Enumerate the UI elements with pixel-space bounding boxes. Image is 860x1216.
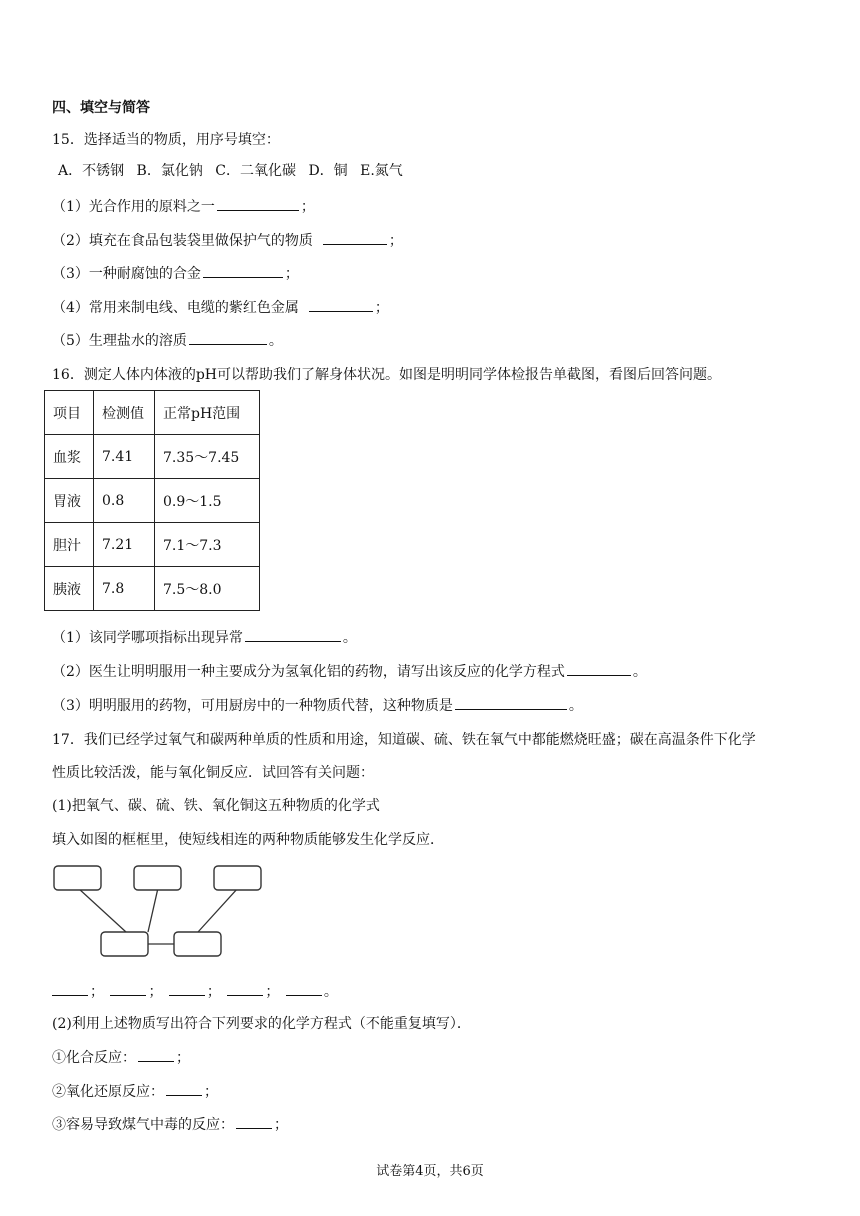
table-header-cell: 正常pH范围 xyxy=(155,391,260,435)
separator: ； xyxy=(90,984,104,1000)
page-footer: 试卷第4页，共6页 xyxy=(376,1164,484,1179)
q17-part1-line1: (1)把氧气、碳、硫、铁、氧化铜这五种物质的化学式 xyxy=(52,798,380,814)
table-row xyxy=(45,435,260,479)
q17-part2: (2)利用上述物质写出符合下列要求的化学方程式（不能重复填写）． xyxy=(52,1016,471,1032)
q15-stem: 15．选择适当的物质，用序号填空： xyxy=(52,132,280,148)
q17-sub-3-end: ； xyxy=(274,1117,288,1133)
q15-item-1 xyxy=(52,196,315,217)
q15-item-2-end: ； xyxy=(388,233,403,249)
table-cell: 胆汁 xyxy=(45,523,94,567)
q16-item-3 xyxy=(52,695,583,716)
q17-stem-line1: 17．我们已经学过氧气和碳两种单质的性质和用途，知道碳、硫、铁在氧气中都能燃烧旺盛；碳在高温条件下化学 xyxy=(52,732,756,748)
q17-part1-line2: 填入如图的框框里，使短线相连的两种物质能够发生化学反应． xyxy=(52,832,444,848)
table-header-cell: 检测值 xyxy=(94,391,155,435)
answer-blank[interactable] xyxy=(189,330,267,345)
answer-blank[interactable] xyxy=(217,196,299,211)
q17-sub-1-end: ； xyxy=(176,1050,190,1066)
q17-sub-2 xyxy=(52,1081,218,1102)
q15-item-5-text: （5）生理盐水的溶质 xyxy=(52,333,187,349)
table-cell: 7.8 xyxy=(94,567,155,611)
q15-item-1-text: （1）光合作用的原料之一 xyxy=(52,199,215,215)
table-cell: 7.21 xyxy=(94,523,155,567)
table-cell: 胰液 xyxy=(45,567,94,611)
q15-item-3 xyxy=(52,263,299,284)
q15-item-4-text: （4）常用来制电线、电缆的紫红色金属 xyxy=(52,300,299,316)
separator: ； xyxy=(265,984,280,1000)
q15-item-4 xyxy=(52,297,389,318)
q17-answer-blanks xyxy=(52,981,338,1002)
table-cell: 7.35～7.45 xyxy=(155,435,260,479)
answer-blank[interactable] xyxy=(245,627,341,642)
answer-blank[interactable] xyxy=(323,230,387,245)
table-cell: 血浆 xyxy=(45,435,94,479)
q16-item-1-end: 。 xyxy=(342,630,357,646)
q17-sub-1-text: ①化合反应： xyxy=(52,1050,136,1066)
diagram-box-3[interactable] xyxy=(214,866,261,890)
answer-blank[interactable] xyxy=(138,1047,174,1062)
table-header-row xyxy=(45,391,260,435)
q17-sub-1 xyxy=(52,1047,190,1068)
q16-stem: 16．测定人体内体液的pH可以帮助我们了解身体状况。如图是明明同学体检报告单截图，看图后回答问题。 xyxy=(52,367,721,383)
q15-item-1-end: ； xyxy=(300,199,315,215)
diagram-box-5[interactable] xyxy=(174,932,221,956)
answer-blank[interactable] xyxy=(52,981,88,996)
table-row xyxy=(45,479,260,523)
q15-item-4-end: ； xyxy=(374,300,389,316)
q15-item-2 xyxy=(52,230,403,251)
table-cell: 7.5～8.0 xyxy=(155,567,260,611)
answer-blank[interactable] xyxy=(203,263,283,278)
q16-item-3-end: 。 xyxy=(568,698,583,714)
q15-item-3-text: （3）一种耐腐蚀的合金 xyxy=(52,266,201,282)
q15-item-5-end: 。 xyxy=(268,333,283,349)
diagram-box-4[interactable] xyxy=(101,932,148,956)
q15-item-5 xyxy=(52,330,283,351)
table-cell: 7.1～7.3 xyxy=(155,523,260,567)
q15-item-3-end: ； xyxy=(284,266,299,282)
connector-line xyxy=(148,888,158,932)
section-title: 四、填空与简答 xyxy=(52,100,150,116)
q17-sub-2-text: ②氧化还原反应： xyxy=(52,1084,164,1100)
q17-sub-3 xyxy=(52,1114,288,1135)
table-row xyxy=(45,523,260,567)
answer-blank[interactable] xyxy=(169,981,205,996)
answer-blank[interactable] xyxy=(286,981,322,996)
answer-blank[interactable] xyxy=(567,661,631,676)
answer-blank[interactable] xyxy=(166,1081,202,1096)
separator: ； xyxy=(148,984,163,1000)
q16-item-2-end: 。 xyxy=(632,664,647,680)
q17-sub-2-end: ； xyxy=(204,1084,218,1100)
table-row xyxy=(45,567,260,611)
table-cell: 0.9～1.5 xyxy=(155,479,260,523)
answer-blank[interactable] xyxy=(236,1114,272,1129)
table-cell: 0.8 xyxy=(94,479,155,523)
reaction-diagram xyxy=(50,862,266,960)
q16-item-2 xyxy=(52,661,647,682)
connector-line xyxy=(198,888,238,932)
separator: 。 xyxy=(323,984,338,1000)
answer-blank[interactable] xyxy=(309,297,373,312)
q17-sub-3-text: ③容易导致煤气中毒的反应： xyxy=(52,1117,234,1133)
diagram-box-1[interactable] xyxy=(54,866,101,890)
ph-table xyxy=(44,390,260,611)
q16-item-2-text: （2）医生让明明服用一种主要成分为氢氧化铝的药物，请写出该反应的化学方程式 xyxy=(52,664,565,680)
q15-options: A．不锈钢 B．氯化钠 C．二氧化碳 D．铜 E.氮气 xyxy=(58,163,403,179)
table-header-cell: 项目 xyxy=(45,391,94,435)
connector-line xyxy=(78,888,126,932)
answer-blank[interactable] xyxy=(455,695,567,710)
answer-blank[interactable] xyxy=(110,981,146,996)
table-cell: 7.41 xyxy=(94,435,155,479)
diagram-box-2[interactable] xyxy=(134,866,181,890)
q17-stem-line2: 性质比较活泼，能与氧化铜反应．试回答有关问题： xyxy=(52,765,374,781)
q16-item-3-text: （3）明明服用的药物，可用厨房中的一种物质代替，这种物质是 xyxy=(52,698,453,714)
answer-blank[interactable] xyxy=(227,981,263,996)
q16-item-1 xyxy=(52,627,357,648)
table-cell: 胃液 xyxy=(45,479,94,523)
separator: ； xyxy=(206,984,221,1000)
q15-item-2-text: （2）填充在食品包装袋里做保护气的物质 xyxy=(52,233,313,249)
q16-item-1-text: （1）该同学哪项指标出现异常 xyxy=(52,630,243,646)
